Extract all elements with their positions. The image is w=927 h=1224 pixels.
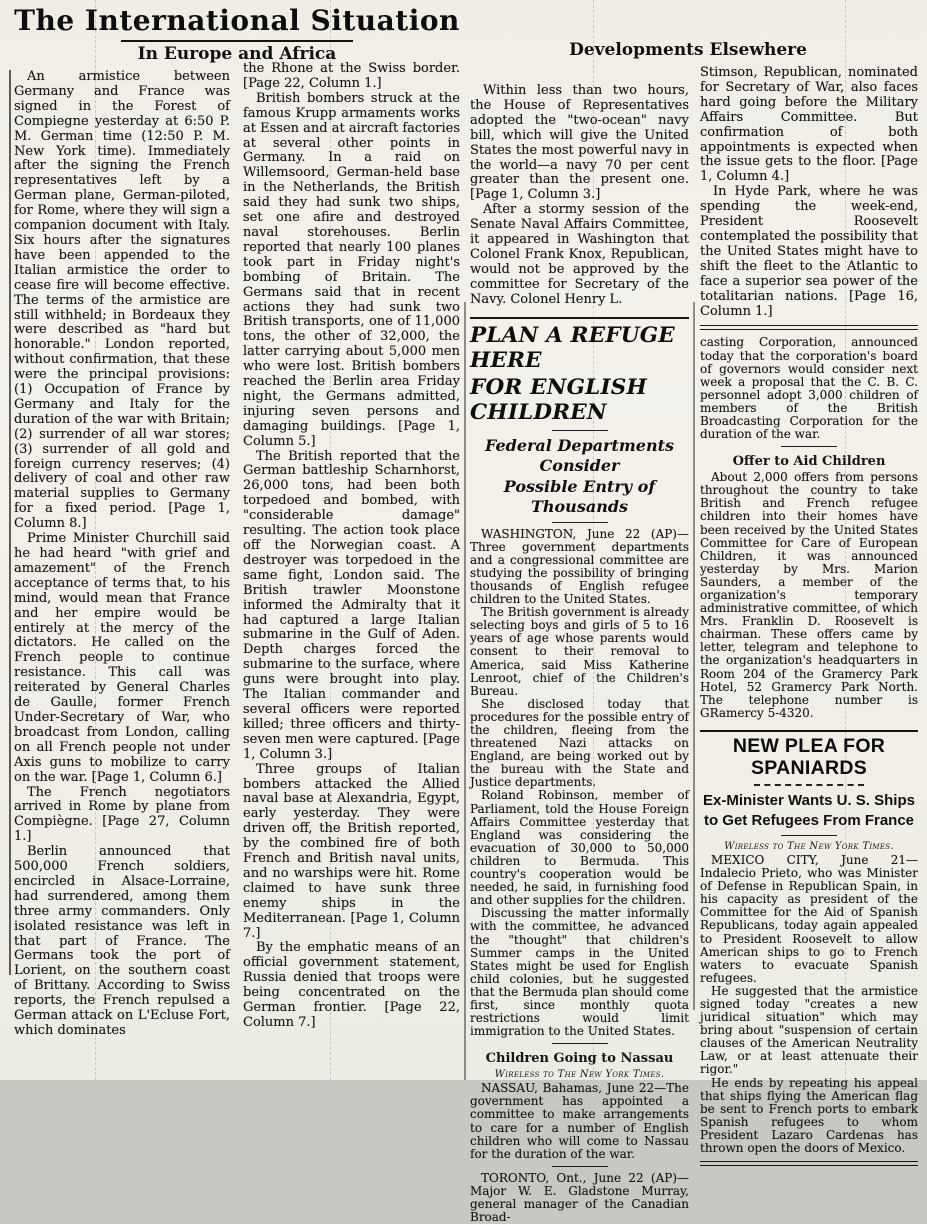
paragraph: Berlin announced that 500,000 French soldiers, encircled in Alsace-Lorraine, had surrendered, among them three army commanders. Only isolated resistance was left in that part of France. The Germans took the port of Lorient, on the southern coast of Brittany. According to Swiss reports, the French repulsed a German attack on L'Ecluse Fort, which dominates — [14, 844, 230, 1038]
nassau-paragraph: NASSAU, Bahamas, June 22—The government has appointed a committee to make arrangements to care for a number of English children who will come to Nassau for the duration of the war. — [470, 1081, 689, 1161]
refuge-deck-line2: Possible Entry of Thousands — [503, 476, 656, 516]
column-3 — [470, 83, 689, 1224]
section-heading-europe-africa: In Europe and Africa — [137, 44, 337, 64]
article-plan-refuge — [470, 317, 689, 1224]
column-rule — [464, 302, 466, 1080]
column-4 — [700, 65, 918, 1155]
paragraph: She disclosed today that procedures for the possible entry of the children, fleeing from the threatened Nazi attacks on England, are being worked out by the bureau with the State and Justice departments. — [470, 696, 689, 790]
column-1 — [14, 70, 230, 1074]
paragraph: He ends by repeating his appeal that ships flying the American flag be sent to French ports to embark Spanish refugees to whom President Lazaro Cardenas has thrown open the doors of Mexico. — [700, 1075, 918, 1155]
refuge-body — [470, 528, 689, 1039]
section-heading-developments-elsewhere: Developments Elsewhere — [569, 40, 807, 60]
spaniards-deck-line2: to Get Refugees From France — [703, 811, 915, 829]
column-rule — [693, 302, 695, 1010]
paragraph: Discussing the matter informally with the committee, he advanced the "thought" that children's Summer camps in the United States might be used for English child colonies, but he suggested that the Bermuda plan should come first, since monthly quota restrictions would limit immigration to the United States. — [470, 906, 689, 1039]
bottom-double-rule — [700, 1161, 918, 1166]
paragraph: Within less than two hours, the House of Representatives adopted the "two-ocean" navy bill, which will give the United States the most powerful navy in the world—a navy 70 per cent greater than the present one. [Page 1, Column 3.] — [470, 83, 689, 203]
refuge-deck-line1: Federal Departments Consider — [484, 435, 675, 475]
toronto-continuation-paragraph: casting Corporation, announced today that the corporation's board of governors would consider next week a proposal that the C. B. C. personnel adopt 3,000 children of members of the British Broadcasting Corporation for the duration of the war. — [700, 335, 918, 442]
divider-rule — [781, 835, 837, 836]
toronto-paragraph: TORONTO, Ont., June 22 (AP)—Major W. E. Gladstone Murray, general manager of the Canadian Broad- — [470, 1170, 689, 1224]
paragraph: Stimson, Republican, nominated for Secretary of War, also faces hard going before the Military Affairs Committee. But confirmation of both appointments is expected when the issue gets to the floor. [Page 1, Column 4.] — [700, 65, 918, 185]
clipping-edge-rule — [9, 70, 11, 975]
divider-rule — [552, 522, 608, 523]
paragraph: An armistice between Germany and France was signed in the Forest of Compiegne yesterday at 6:50 P. M. German time (12:50 P. M. New York time). Immediately after the signing the French representatives left by a German plane, German-piloted, for Rome, where they will sign a companion document with Italy. Six hours after the signatures have been appended to the Italian armistice the order to cease fire will become effective. The terms of the armistice are still withheld; in Bordeaux they were described as "hard but honorable." London reported, without confirmation, that these were the principal provisions: (1) Occupation of France by Germany and Italy for the duration of the war with Britain; (2) surrender of all war stores; (3) surrender of all gold and foreign currency reserves; (4) delivery of coal and other raw material supplies to Germany for a fixed period. [Page 1, Column 8.] — [14, 69, 230, 532]
spaniards-headline: NEW PLEA FOR SPANIARDS — [732, 734, 886, 779]
offer-paragraph: About 2,000 offers from persons throughout the country to take British and French refugee children into their homes have been received by the United States Committee for Care of European Children, it was announced yesterday by Mrs. Marion Saunders, a member of the organization's temporary administrative committee, of which Mrs. Franklin D. Roosevelt is chairman. These offers came by letter, telegram and telephone to the organization's headquarters in Room 204 of the Gramercy Park Hotel, 52 Gramercy Park North. The telephone number is GRamercy 5-4320. — [700, 470, 918, 720]
paragraph: By the emphatic means of an official government statement, Russia denied that troops were being concentrated on the German frontier. [Page 22, Column 7.] — [243, 940, 460, 1030]
refuge-headline-line2: FOR ENGLISH CHILDREN — [470, 374, 647, 425]
paragraph: After a stormy session of the Senate Naval Affairs Committee, it appeared in Washington that Colonel Frank Knox, Republican, would not be approved by the committee for Secretary of the Navy. Colonel Henry L. — [470, 202, 689, 307]
paragraph: He suggested that the armistice signed today "creates a new juridical situation" which may bring about "suspension of certain clauses of the American Neutrality Law, or at least attenuate their rigor." — [700, 983, 918, 1077]
paragraph: The French negotiators arrived in Rome by plane from Compiègne. [Page 27, Column 1.] — [14, 784, 230, 845]
masthead — [8, 4, 466, 42]
article-top-rule — [470, 317, 689, 319]
page-title: The International Situation — [14, 4, 460, 37]
europe-summary-col2 — [243, 62, 460, 1031]
spaniards-body — [700, 854, 918, 1155]
title-underline-rule — [121, 40, 353, 42]
paragraph: The British government is already selecting boys and girls of 5 to 16 years of age whose parents would consent to their removal to America, said Miss Katherine Lenroot, chief of the Children's Bureau. — [470, 605, 689, 698]
paragraph: The British reported that the German battleship Scharnhorst, 26,000 tons, had been both torpedoed and bombed, with "considerable damage" resulting. The action took place off the Norwegian coast. A destroyer was torpedoed in the same fight, London said. The British trawler Moonstone informed the Admiralty that it had captured a large Italian submarine in the Gulf of Aden. Depth charges forced the submarine to the surface, where guns were brought into play. The Italian commander and several officers were reported killed; three officers and thirty-seven men were captured. [Page 1, Column 3.] — [243, 448, 460, 762]
paragraph: WASHINGTON, June 22 (AP)—Three government departments and a congressional committee are studying the possibility of bringing thousands of English refugee children to the United States. — [470, 526, 689, 607]
paragraph: MEXICO CITY, June 21—Indalecio Prieto, who was Minister of Defense in Republican Spain, in his capacity as president of the Committee for the Aid of Spanish Republicans, today again appealed to President Roosevelt to allow American ships to go to French waters to evacuate Spanish refugees. — [700, 852, 918, 985]
article-new-plea-spaniards — [700, 730, 918, 1166]
paragraph: the Rhone at the Swiss border. [Page 22, Column 1.] — [243, 61, 460, 91]
column-2 — [243, 62, 460, 1074]
divider-rule — [552, 1043, 608, 1044]
nassau-subhead: Children Going to Nassau — [485, 1051, 674, 1067]
divider-rule — [552, 1166, 608, 1167]
paragraph: Three groups of Italian bombers attacked the Allied naval base at Alexandria, Egypt, early yesterday. They were driven off, the British reported, by the combined fire of both French and British naval units, and no warships were hit. Rome claimed to have sunk three enemy ships in the Mediterranean. [Page 1, Column 7.] — [243, 761, 460, 941]
offer-subhead: Offer to Aid Children — [732, 454, 886, 470]
double-rule — [700, 325, 918, 330]
paragraph: British bombers struck at the famous Krupp armaments works at Essen and at aircraft factories at several other points in Germany. In a raid on Willemsoord, German-held base in the Netherlands, the British said they had sunk two ships, set one afire and destroyed naval storehouses. Berlin reported that nearly 100 planes took part in Friday night's bombing of Britain. The Germans said that in recent actions they had sunk two British transports, one of 11,000 tons, the other of 32,000, the latter carrying about 5,000 men who were lost. British bombers reached the Berlin area Friday night, the Germans admitted, injuring seven persons and damaging buildings. [Page 1, Column 5.] — [243, 90, 460, 449]
nassau-credit: Wireless to The New York Times. — [494, 1069, 665, 1081]
divider-rule — [781, 446, 837, 447]
article-top-rule — [700, 730, 918, 732]
article-toronto-continuation — [700, 336, 918, 720]
elsewhere-summary-col3 — [470, 84, 689, 308]
spaniards-credit: Wireless to The New York Times. — [724, 840, 894, 852]
refuge-headline-line1: PLAN A REFUGE HERE — [470, 322, 675, 373]
paragraph: Roland Robinson, member of Parliament, told the House Foreign Affairs Committee yesterday that England was considering the evacuation of 30,000 to 50,000 children to Bermuda. This country's cooperation would be needed, he said, in furnishing food and other supplies for the children. — [470, 788, 689, 908]
europe-summary-col1 — [14, 70, 230, 1039]
divider-rule — [552, 430, 608, 431]
spaniards-deck-line1: Ex-Minister Wants U. S. Ships — [703, 791, 915, 809]
dash-rule — [754, 784, 864, 786]
paragraph: In Hyde Park, where he was spending the week-end, President Roosevelt contemplated the possibility that the United States might have to shift the fleet to the Atlantic to face a superior sea power of the totalitarian nations. [Page 16, Column 1.] — [700, 184, 918, 319]
paragraph: Prime Minister Churchill said he had heard "with grief and amazement" of the French acceptance of terms that, to his mind, would mean that France and her empire would be entirely at the mercy of the dictators. He called on the French people to continue resistance. This call was reiterated by General Charles de Gaulle, former French Under-Secretary of War, who broadcast from London, calling on all French people not under Axis guns to mobilize to carry on the war. [Page 1, Column 6.] — [14, 531, 230, 785]
elsewhere-summary-col4 — [700, 66, 918, 319]
